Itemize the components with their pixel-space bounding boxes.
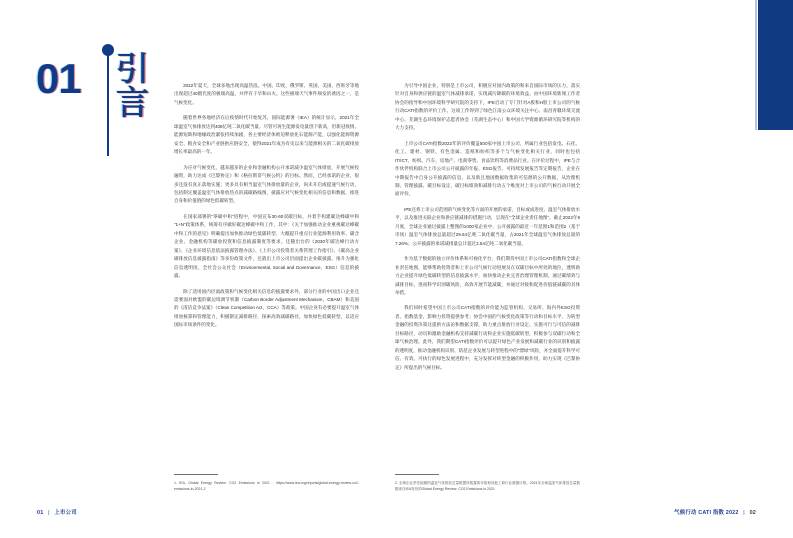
body-column-left [174,82,359,337]
footer-left [37,508,77,516]
paragraph: IPE还将上市公司范围的气候变化等方面的开展的承诺，目标或成进度、温室气体排放水平，以及推进关联企业和供应链减排的措施行动，呈现在“全球企业责任地图”。截止2022年9月底，全球企业通过披露上整图的1000家企业中，公开披露的最近一年范围1和范围2（基于市场）温室气体排放总量超过29.64亿吨二氧化碳当量，占2021年全球温室气体排放总量的7.26%；公开披露的承诺减排量总计超过2.54亿吨二氧化碳当量。 [395,206,580,246]
section-title [116,52,149,119]
section-heading [36,44,166,164]
footnote-text-1: 1. IEA, Global Energy Review: CO2 Emissions in 2021：https://www.iea.org/reports/global-energy-review-co2-emissions-in-2021-2 [174,480,359,491]
footer-separator: | [48,510,50,516]
paragraph: 为引导中国企业，特别是上市公司，积极应对国内政策的和来自国际市场的压力，落实针对自身和供应链的温室气体减排承诺，实现减污降碳的环境效益。由中国环境新闻工作者协会的指导和中国环境科学研究院的支持下，IPE启动了专门针对A股和H股上市公司的气候行动CATI指数的评价工作。这项工作得到了绿色江南公众环境关注中心、南昌青赣环境交流中心、芜湖生态环境保护志愿者协会（芜湖生态中心）和中国大学资源循环研究院等机构的大力支持。 [395,83,580,131]
paragraph: 作为基于数据的独立评价体系和可视化平台，我们期待中国上市公司CATI指数和全球企业责任地图，能够帮助投资者和上市公司气候行动进展及在双碳目标中所处的地位，透明助力企业提升绿色低碳转型的信息披露水平，加快推动企业完善治理管理机制，通过碳绩效与减排目标，进而科学识别碳风险，高效开展节能减碳，并通过对接和促进价值链减碳的具体举措。 [395,256,580,295]
footer-right [674,508,756,516]
heading-vertical-rule [107,50,109,156]
footnote-block-left [174,474,359,492]
footnote-block-right [395,474,580,492]
footnote-text-2: 2. 全球企业责任地图的温室气体排放总量根据所披露的年报和其他工商行业数据计算。2021年全球温室气体排放总量数据来自IEA发布的Global Energy Review: CO2 Emissions in 2021 [395,480,580,491]
footnote-divider [174,474,218,475]
body-column-right [395,82,580,379]
footer-left-number: 01 [37,510,44,516]
paragraph: 2022年夏天，全球多地出现高温热浪。中国、印度、俄罗斯、英国、美国、西班牙等地出现超过40摄氏度的极端高温，并伴有干旱和山火。这些极端天气事件频发的诱因之一，是气候变化。 [174,83,359,105]
paragraph: 我们同时希望中国上市公司CATI指数的评价能为监管机构、交易所、海内外ESG投资者、指数基金、影响力投资提供参考；协会中国的气候变化政策等行动和目标水平，为转型金融的投资决策这提供方法论和数据支撑，助力重点排放行业设定、实施可行与可信的减排目标路径，动员和激励金融机构支持减碳行动和企业实施低碳转型，积极参与双碳行动和全球气候治理。此外，我们期望CATI指数评价可以提升绿色产业发展和减碳行业的识别和披露的透明度，推动金融机构识别、防范企业发展与转型进程中的“漂绿”风险，并全面提升科学可信、有效、可执行的绿色发展进程中，充分发挥对转型金融的积极作用，助力实现《巴黎协定》所提出的气候目标。 [395,305,580,370]
paragraph: 除了适用国内层面政策和气候变化相关信息的披露要求外，部分行业的中国出口企业还需要面对欧盟的碳边境调节机制（Carbon Border Adjustment Mechanism，CBAM）和美国的《清洁竞争法案》（Clean Competition Act，CCA）等政策。中国企业有必要提升温室气体排放核算和管理能力，积极制定减排路径，探索高效减碳路径，加快绿色低碳转型，以适应国际市场条件的变化。 [174,288,359,328]
footnote-divider [395,474,439,475]
decorative-corner-bar [758,0,793,130]
paragraph: 为应对气候变化，越来越多的企业和金融机构公开承诺减少温室气体排放，开展气候投融资，助力达成《巴黎协定》和《格拉斯哥气候公约》的目标。然而，已经承诺的企业，很多还没有真正落地实施；更多具有相当温室气体排放量的企业，尚未开启或提速气候行动，包括制定覆盖温室气体排放热点的减碳路线图，披露应对气候变化相关的信息和数据，推进自身和价值链的绿色低碳转型。 [174,164,359,204]
section-title-char-2: 言 [116,83,149,121]
footer-page-number: 02 [749,510,756,516]
paragraph: 随着世界各地经济在后疫情时代开始复苏，国际能源署（IEA）的统计显示，2021年全球温室气体排放达到408亿吨二氧化碳当量。尽管可再生能源发电量创下新高，但新冠疫情、能源短缺和地缘政治紧张持续加剧，各主要经济体被迫释放化石能源产能，以强化能源资源安全、粮食安全和产业链供应链安全，使得2021年成为有史以来与能源相关的二氧化碳排放增长率最高的一年。 [174,115,359,155]
section-title-char-1: 引 [116,50,149,87]
corner-bar-hairline [755,0,757,130]
footer-left-label: 上市公司 [54,510,77,516]
footer-separator: | [743,510,745,516]
footer-right-label: 气候行动 CATI 指数 2022 [674,510,739,516]
paragraph: 在国家部署的“零碳中和”进程中，中国宣布30·60双碳目标，并着手构建碳达峰碳中和“1+N”政策体系，统筹有序做好碳达峰碳中和工作，其中：《关于加强推动企业重视碳达峰碳中和工作的意见》明确提出加快推动绿色低碳转型，大幅提升重点行业能源利用效率、碳含企业、金融机构等碳放投资和信息披露制度等要求。还随出台的《2030年碳达峰行动方案》、《企业环境信息依法披露管理办法》、《上市公司投资者关系管理工作指引》、《碳高企业碳排放信息披露指南》等多份政策文件，还就出上市公司层面提出企业碳披露，推升为强化信息透明度、全社会公众社会（Environmental, Social and Governance，ESG）信息的披露。 [174,213,359,279]
section-number: 01 [36,55,81,102]
paragraph: 上市公司CATI指数2022年的评价覆盖500家中国上市公司，所属行业包括发电、石化、化工、建材、钢铁、有色金属、造纸和纺织等多个与气候变化相关行业，同时也包括IT/ICT、纺织、汽车、房地产、电商零售、食品饮料等消费品行业。在评价过程中，IPE与合作伙伴机构联合上市公司公开披露的年报、ESG报告、可持续发展报告等定期报告，企业在中期报告中自身公开披露的信息，以及新且地国数据收集的可信源的公开数据，从治理机制、管理披露、碳目标设定、碳目标绩效和减排行动五个维度对上市公司的气候行动开展全面评价。 [395,140,580,197]
